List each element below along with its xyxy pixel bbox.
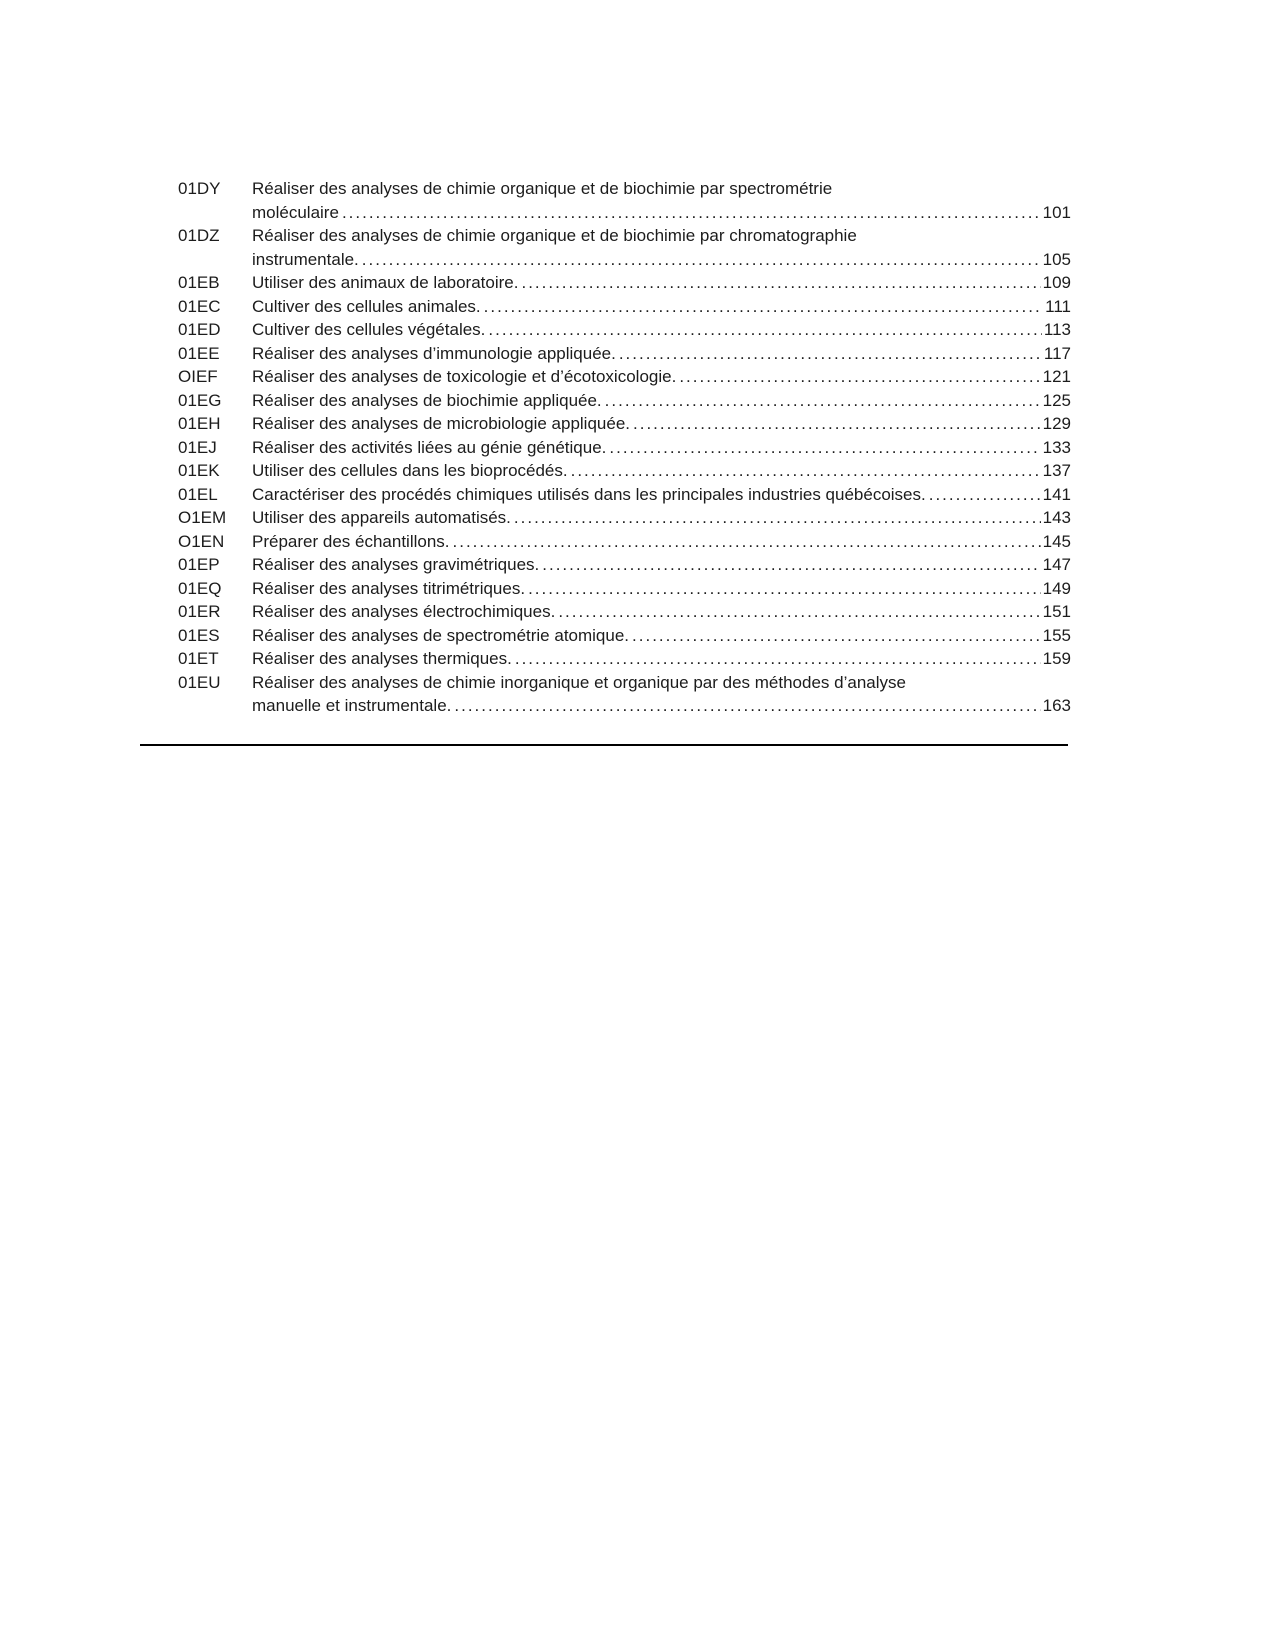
toc-entry-code: 01EK [178, 461, 220, 480]
toc-dot-leader [571, 459, 1041, 483]
toc-dot-leader [488, 318, 1041, 342]
toc-entry-page-number: 149 [1042, 578, 1071, 598]
toc-entry-title: moléculaire [252, 202, 339, 222]
toc-entry-body [252, 671, 1071, 718]
toc-dot-leader [558, 600, 1040, 624]
toc-entry [178, 506, 1071, 530]
toc-entry-title: Cultiver des cellules animales. [252, 296, 481, 316]
toc-entry-page-number: 117 [1043, 343, 1071, 363]
horizontal-rule [140, 744, 1068, 746]
toc-entry [178, 295, 1071, 319]
toc-entry-code: 01DZ [178, 226, 220, 245]
toc-entry-continuation [252, 694, 1071, 718]
toc-entry-code: 01EL [178, 484, 218, 504]
toc-entry-title-line: Réaliser des analyses de chimie inorganique et organique par des méthodes d’analyse [252, 672, 906, 692]
toc-entry-continuation [252, 248, 1071, 272]
toc-entry-title: Réaliser des analyses d’immunologie appliquée. [252, 343, 616, 363]
toc-entry-title: instrumentale. [252, 249, 359, 269]
toc-entry-code: 01EG [178, 390, 222, 410]
toc-entry [178, 389, 1071, 413]
toc-entry-title-line: Réaliser des analyses de chimie organique et de biochimie par spectrométrie [252, 179, 833, 198]
toc-entry-code: 01ED [178, 320, 221, 339]
toc-entry-code: 01EP [178, 555, 220, 574]
toc-entry-page-number: 101 [1042, 202, 1071, 222]
toc-dot-leader [362, 248, 1041, 272]
toc-dot-leader [632, 624, 1041, 648]
toc-entry-code: O1EM [178, 508, 227, 527]
toc-entry-page-number: 155 [1042, 625, 1071, 645]
toc-entry-page-number: 113 [1043, 320, 1071, 339]
toc-entry-title: Réaliser des analyses électrochimiques. [252, 602, 556, 621]
toc-entry-title: manuelle et instrumentale. [252, 696, 452, 715]
toc-entry-code: 01ET [178, 649, 219, 668]
toc-entry-page-number: 159 [1042, 649, 1071, 668]
toc-dot-leader [454, 694, 1040, 718]
toc-entry-page-number: 111 [1045, 296, 1071, 316]
toc-entry-body [252, 224, 1071, 271]
toc-entry-title: Réaliser des analyses titrimétriques. [252, 578, 526, 598]
toc-entry-title: Réaliser des analyses de microbiologie appliquée. [252, 414, 631, 433]
toc-entry-title: Utiliser des animaux de laboratoire. [252, 273, 519, 292]
toc-entry [178, 436, 1071, 460]
toc-entry-title: Cultiver des cellules végétales. [252, 320, 486, 339]
toc-entry [178, 671, 1071, 718]
toc-entry-code: 01EH [178, 414, 221, 433]
toc-entry-page-number: 105 [1042, 249, 1071, 269]
toc-dot-leader [633, 412, 1041, 436]
toc-entry-title: Caractériser des procédés chimiques utilisés dans les principales industries québécoises. [252, 484, 926, 504]
toc-dot-leader [679, 365, 1040, 389]
toc-entry-code: 01EJ [178, 437, 217, 457]
toc-dot-leader [484, 295, 1044, 319]
toc-entry-title: Réaliser des activités liées au génie génétique. [252, 437, 607, 457]
toc-entry [178, 271, 1071, 295]
toc-entry [178, 365, 1071, 389]
toc-entry-page-number: 137 [1042, 461, 1071, 480]
toc-entry-code: 01EU [178, 672, 221, 692]
toc-entry-page-number: 151 [1042, 602, 1071, 621]
toc-dot-leader [542, 553, 1040, 577]
toc-entry-page-number: 163 [1042, 696, 1071, 715]
toc-entry [178, 412, 1071, 436]
toc-dot-leader [929, 483, 1041, 507]
toc-entry-code: 01ER [178, 602, 221, 621]
toc-entry-title: Réaliser des analyses thermiques. [252, 649, 512, 668]
toc-entry-page-number: 141 [1042, 484, 1071, 504]
toc-dot-leader [515, 647, 1041, 671]
toc-entry-page-number: 145 [1042, 531, 1071, 551]
toc-entry-page-number: 125 [1042, 390, 1071, 410]
toc-entry-code: O1EN [178, 531, 225, 551]
toc-dot-leader [528, 577, 1041, 601]
toc-entry-code: 01EC [178, 296, 221, 316]
toc-entry [178, 459, 1071, 483]
toc-entry-page-number: 121 [1042, 367, 1071, 386]
toc-entry-code: OIEF [178, 367, 218, 386]
toc-entry-title-line: Réaliser des analyses de chimie organique et de biochimie par chromatographie [252, 226, 857, 245]
toc-entry [178, 600, 1071, 624]
toc-entry-code: 01EB [178, 273, 220, 292]
toc-entry-title: Réaliser des analyses de spectrométrie atomique. [252, 625, 630, 645]
toc-entry [178, 177, 1071, 224]
toc-entry-title: Préparer des échantillons. [252, 531, 450, 551]
toc-entry [178, 483, 1071, 507]
toc-entry-page-number: 147 [1042, 555, 1071, 574]
toc-entry-title: Utiliser des appareils automatisés. [252, 508, 511, 527]
toc-entry-code: 01EE [178, 343, 220, 363]
toc-dot-leader [605, 389, 1041, 413]
toc-dot-leader [521, 271, 1040, 295]
toc-entry-title: Réaliser des analyses de biochimie appliquée. [252, 390, 602, 410]
toc-entry [178, 530, 1071, 554]
toc-entry-page-number: 129 [1042, 414, 1071, 433]
toc-entry-code: 01DY [178, 179, 221, 198]
toc-entry [178, 553, 1071, 577]
toc-entry-page-number: 109 [1042, 273, 1071, 292]
toc-entry [178, 318, 1071, 342]
toc-entry-title: Utiliser des cellules dans les bioprocédés. [252, 461, 568, 480]
toc-entry-title: Réaliser des analyses gravimétriques. [252, 555, 540, 574]
toc-entry-page-number: 133 [1042, 437, 1071, 457]
toc-entry-body [252, 177, 1071, 224]
toc-entry-page-number: 143 [1042, 508, 1071, 527]
table-of-contents [178, 177, 1071, 718]
toc-dot-leader [453, 530, 1041, 554]
toc-entry-continuation [252, 201, 1071, 225]
toc-dot-leader [514, 506, 1041, 530]
toc-entry [178, 342, 1071, 366]
toc-entry-code: 01EQ [178, 578, 222, 598]
toc-entry [178, 647, 1071, 671]
toc-entry [178, 624, 1071, 648]
toc-entry-title: Réaliser des analyses de toxicologie et d’écotoxicologie. [252, 367, 677, 386]
toc-dot-leader [619, 342, 1042, 366]
toc-entry [178, 224, 1071, 271]
toc-dot-leader [342, 201, 1041, 225]
toc-entry-code: 01ES [178, 625, 220, 645]
toc-entry [178, 577, 1071, 601]
toc-dot-leader [609, 436, 1040, 460]
